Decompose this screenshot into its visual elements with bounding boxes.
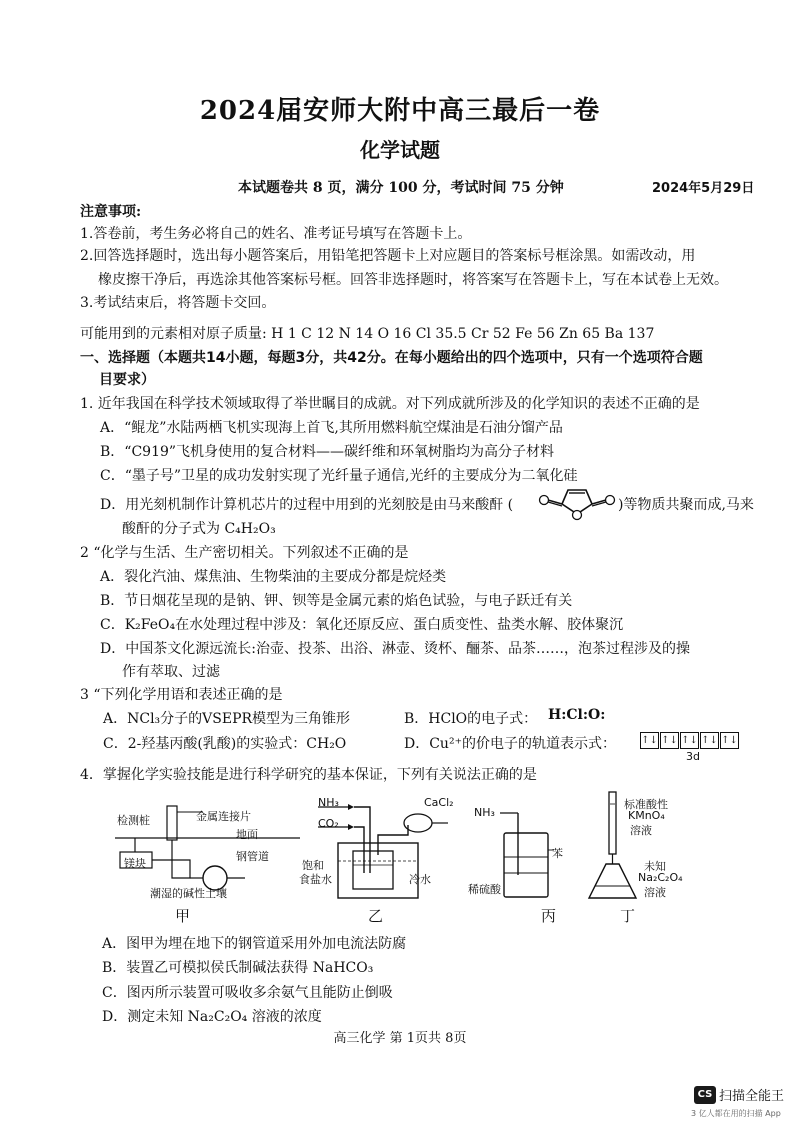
section-heading: 一、选择题（本题共14小题，每题3分，共42分。在每小题给出的四个选项中，只有一个选项符合题 [80, 350, 703, 366]
label-unknown: 未知 [644, 860, 666, 873]
label-metal-connector: 金属连接片 [196, 810, 251, 823]
label-ground: 地面 [236, 828, 258, 841]
label-saturated: 饱和 [302, 859, 324, 872]
label-dilute-sulfuric-acid: 稀硫酸 [468, 883, 501, 896]
label-benzene: 苯 [552, 847, 563, 860]
q1-option-d: D．用光刻机制作计算机芯片的过程中用到的光刻胶是由马来酸酐 ( [100, 497, 514, 513]
q3-option-b: B．HClO的电子式： [404, 711, 538, 727]
q3-option-c: C．2-羟基丙酸(乳酸)的实验式：CH₂O [103, 736, 347, 752]
q1-stem: 1. 近年我国在科学技术领域取得了举世瞩目的成就。对下列成就所涉及的化学知识的表述不正确的是 [80, 396, 700, 412]
q1-option-b: B．“C919”飞机身使用的复合材料——碳纤维和环氧树脂均为高分子材料 [100, 444, 555, 460]
camscanner-logo-icon: CS [694, 1086, 716, 1104]
orbital-box: ↑↓ [720, 732, 739, 749]
exam-title: 2024届安师大附中高三最后一卷 [199, 96, 601, 126]
q4-option-c: C．图丙所示装置可吸收多余氨气且能防止倒吸 [102, 985, 393, 1001]
label-steel-pipe: 钢管道 [236, 850, 269, 863]
hclo-electron-formula: H:Cl:O: [548, 707, 606, 723]
label-cold-water: 冷水 [409, 873, 431, 886]
exam-info: 本试题卷共 8 页，满分 100 分，考试时间 75 分钟 [238, 180, 564, 196]
q4-option-b: B．装置乙可模拟侯氏制碱法获得 NaHCO₃ [102, 960, 374, 976]
exam-date: 2024年5月29日 [652, 181, 755, 196]
label-solution-2: 溶液 [644, 886, 666, 899]
notice-item: 2.回答选择题时，选出每小题答案后，用铅笔把答题卡上对应题目的答案标号框涂黑。如需改动，用 [80, 248, 696, 264]
label-standard-acidic: 标准酸性 [624, 798, 668, 811]
label-cacl2: CaCl₂ [424, 796, 454, 809]
q2-option-c: C．K₂FeO₄在水处理过程中涉及：氧化还原反应、蛋白质变性、盐类水解、胶体聚沉 [100, 617, 624, 633]
atomic-masses: 可能用到的元素相对原子质量: H 1 C 12 N 14 O 16 Cl 35.5 Cr 52 Fe 56 Zn 65 Ba 137 [80, 326, 655, 342]
q1-option-d-formula: 酸酐的分子式为 C₄H₂O₃ [122, 521, 276, 537]
label-na2c2o4: Na₂C₂O₄ [638, 871, 683, 884]
notice-item: 1.答卷前，考生务必将自己的姓名、准考证号填写在答题卡上。 [80, 226, 472, 242]
orbital-label: 3d [686, 750, 700, 763]
camscanner-slogan: 3 亿人都在用的扫描 App [691, 1109, 781, 1118]
orbital-box: ↑↓ [700, 732, 719, 749]
q3-option-d: D．Cu²⁺的价电子的轨道表示式： [404, 736, 616, 752]
label-nh3: NH₃ [318, 796, 339, 809]
q1-option-c: C．“墨子号”卫星的成功发射实现了光纤量子通信,光纤的主要成分为二氧化硅 [100, 468, 578, 484]
notice-item: 3.考试结束后，将答题卡交回。 [80, 295, 276, 311]
q4-option-d: D．测定未知 Na₂C₂O₄ 溶液的浓度 [102, 1009, 322, 1025]
figure-caption-ding: 丁 [620, 907, 636, 925]
label-kmno4: KMnO₄ [628, 809, 665, 822]
label-brine: 食盐水 [299, 873, 332, 886]
q3-option-a: A．NCl₃分子的VSEPR模型为三角锥形 [103, 711, 351, 727]
figure-caption-bing: 丙 [541, 907, 557, 925]
notice-item: 橡皮擦干净后，再选涂其他答案标号框。回答非选择题时，将答案写在答题卡上，写在本试卷上无效。 [98, 272, 728, 288]
label-detection-pile: 检测桩 [117, 814, 150, 827]
q1-option-d-cont: )等物质共聚而成,马来 [618, 497, 754, 513]
camscanner-name: 扫描全能王 [719, 1089, 785, 1104]
figure-caption-jia: 甲 [175, 907, 191, 925]
label-nh3-bing: NH₃ [474, 806, 495, 819]
q2-option-a: A．裂化汽油、煤焦油、生物柴油的主要成分都是烷烃类 [100, 569, 447, 585]
label-solution: 溶液 [630, 824, 652, 837]
orbital-box: ↑↓ [680, 732, 699, 749]
page-footer: 高三化学 第 1页共 8页 [333, 1031, 467, 1046]
q1-option-a: A．“鲲龙”水陆两栖飞机实现海上首飞,其所用燃料航空煤油是石油分馏产品 [100, 420, 563, 436]
q2-stem: 2 “化学与生活、生产密切相关。下列叙述不正确的是 [80, 545, 409, 561]
q2-option-d: D．中国茶文化源远流长:治壶、投茶、出浴、淋壶、烫杯、酾茶、品茶……，泡茶过程涉及的操 [100, 641, 690, 657]
q3-stem: 3 “下列化学用语和表述正确的是 [80, 687, 283, 703]
orbital-box: ↑↓ [640, 732, 659, 749]
section-heading-cont: 目要求） [99, 372, 155, 388]
label-alkaline-soil: 潮湿的碱性土壤 [150, 887, 227, 900]
q4-stem: 4．掌握化学实验技能是进行科学研究的基本保证，下列有关说法正确的是 [80, 767, 537, 783]
q2-option-b: B．节日烟花呈现的是钠、钾、钡等是金属元素的焰色试验，与电子跃迁有关 [100, 593, 573, 609]
figure-yi [308, 795, 468, 905]
notice-heading: 注意事项: [80, 204, 142, 220]
orbital-box: ↑↓ [660, 732, 679, 749]
label-magnesium-block: 镁块 [124, 857, 146, 870]
figure-caption-yi: 乙 [368, 907, 384, 925]
cu-orbital-diagram [640, 732, 740, 749]
q4-option-a: A．图甲为埋在地下的钢管道采用外加电流法防腐 [102, 936, 407, 952]
exam-subtitle: 化学试题 [360, 138, 440, 162]
label-co2: CO₂ [318, 817, 339, 830]
q2-option-d-cont: 作有萃取、过滤 [122, 664, 220, 680]
maleic-anhydride-structure [538, 484, 616, 526]
